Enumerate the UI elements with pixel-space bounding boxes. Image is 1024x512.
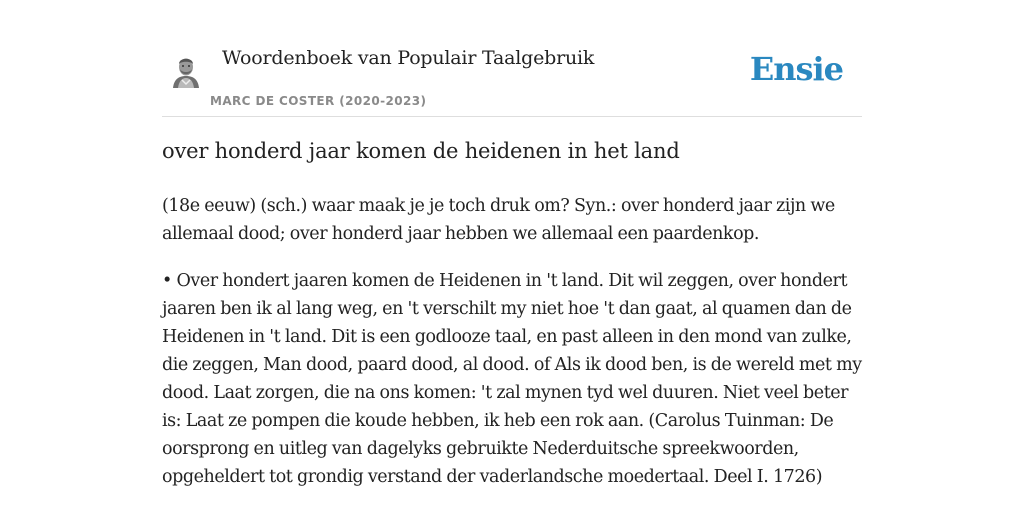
author-name[interactable]: MARC DE COSTER (2020-2023) [210, 94, 427, 108]
entry-definition: (18e eeuw) (sch.) waar maak je je toch druk om? Syn.: over honderd jaar zijn we allemaal dood; over honderd jaar hebben we allemaal een paardenkop. [162, 196, 835, 244]
author-portrait-icon [170, 53, 202, 89]
dictionary-header [162, 40, 862, 117]
ensie-logo[interactable]: Ensie [749, 50, 843, 88]
entry-title: over honderd jaar komen de heidenen in het land [162, 139, 680, 163]
entry-quotation: • Over hondert jaaren komen de Heidenen in 't land. Dit wil zeggen, over hondert jaaren ben ik al lang weg, en 't verschilt my niet hoe 't dan gaat, al quamen dan de Heidenen in 't land. Dit is een godlooze taal, en past alleen in den mond van zulke, die zeggen, Man dood, paard dood, al dood. of Als ik dood ben, is de wereld met my dood. Laat zorgen, die na ons komen: 't zal mynen tyd wel duuren. Niet veel beter is: Laat ze pompen die koude hebben, ik heb een rok aan. (Carolus Tuinman: De oorsprong en uitleg van dagelyks gebruikte Nederduitsche spreekwoorden, opgeheldert tot grondig verstand der vaderlandsche moedertaal. Deel I. 1726) [162, 271, 862, 487]
dictionary-title[interactable]: Woordenboek van Populair Taalgebruik [222, 47, 595, 69]
